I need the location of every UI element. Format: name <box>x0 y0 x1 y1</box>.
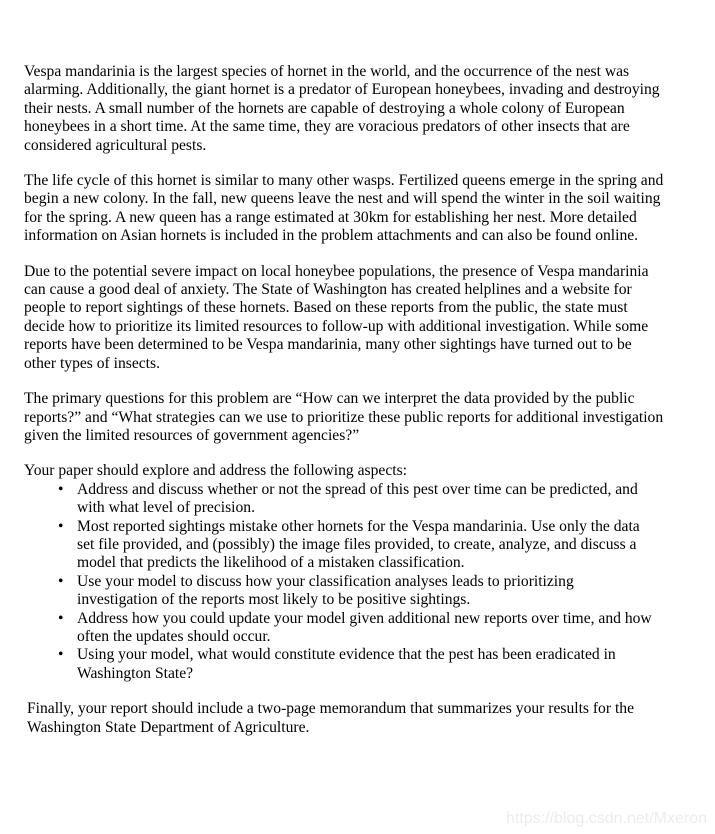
paragraph-final: Finally, your report should include a two-page memorandum that summarizes your results for the Washington State Department of Agriculture. <box>27 700 634 736</box>
document-body <box>24 63 664 754</box>
list-item-text: Use your model to discuss how your classification analyses leads to prioritizing investigation of the reports most likely to be positive sightings. <box>77 572 574 609</box>
list-item <box>24 481 655 518</box>
paragraph-intro: Vespa mandarinia is the largest species of hornet in the world, and the occurrence of the nest was alarming. Additionally, the giant hornet is a predator of European honeybees, invading and destroying their nests. A small number of the hornets are capable of destroying a whole colony of European honeybees in a short time. At the same time, they are voracious predators of other insects that are considered agricultural pests. <box>24 63 660 154</box>
list-item-text: Most reported sightings mistake other hornets for the Vespa mandarinia. Use only the data set file provided, and (possibly) the image files provided, to create, analyze, and discuss a model that predicts the likelihood of a mistaken classification. <box>77 517 640 572</box>
paragraph-impact: Due to the potential severe impact on local honeybee populations, the presence of Vespa mandarinia can cause a good deal of anxiety. The State of Washington has created helplines and a website for people to report sightings of these hornets. Based on these reports from the public, the state must decide how to prioritize its limited resources to follow-up with additional investigation. While some reports have been determined to be Vespa mandarinia, many other sightings have turned out to be other types of insects. <box>24 262 649 372</box>
watermark: https://blog.csdn.net/Mxeron <box>506 809 707 827</box>
bullet-icon: • <box>58 609 64 627</box>
bullet-icon: • <box>58 646 64 664</box>
aspects-list <box>24 481 664 683</box>
list-item <box>24 518 655 573</box>
list-item <box>24 610 655 647</box>
paragraph-life-cycle: The life cycle of this hornet is similar to many other wasps. Fertilized queens emerge in the spring and begin a new colony. In the fall, new queens leave the nest and will spend the winter in the soil waiting for the spring. A new queen has a range estimated at 30km for establishing her nest. More detailed information on Asian hornets is included in the problem attachments and can also be found online. <box>24 172 664 245</box>
bullet-icon: • <box>58 517 64 535</box>
list-item-text: Address and discuss whether or not the spread of this pest over time can be predicted, and with what level of precision. <box>77 480 638 517</box>
list-item <box>24 573 655 610</box>
list-item-text: Address how you could update your model given additional new reports over time, and how often the updates should occur. <box>77 609 652 645</box>
bullet-icon: • <box>58 480 64 498</box>
paragraph-questions: The primary questions for this problem are “How can we interpret the data provided by the public reports?” and “What strategies can we use to prioritize these public reports for additional investigation given the limited resources of government agencies?” <box>24 390 664 444</box>
bullet-icon: • <box>58 572 64 590</box>
list-item-text: Using your model, what would constitute evidence that the pest has been eradicated in Washington State? <box>77 646 616 682</box>
list-intro: Your paper should explore and address the following aspects: <box>24 462 407 480</box>
list-item <box>24 646 655 683</box>
